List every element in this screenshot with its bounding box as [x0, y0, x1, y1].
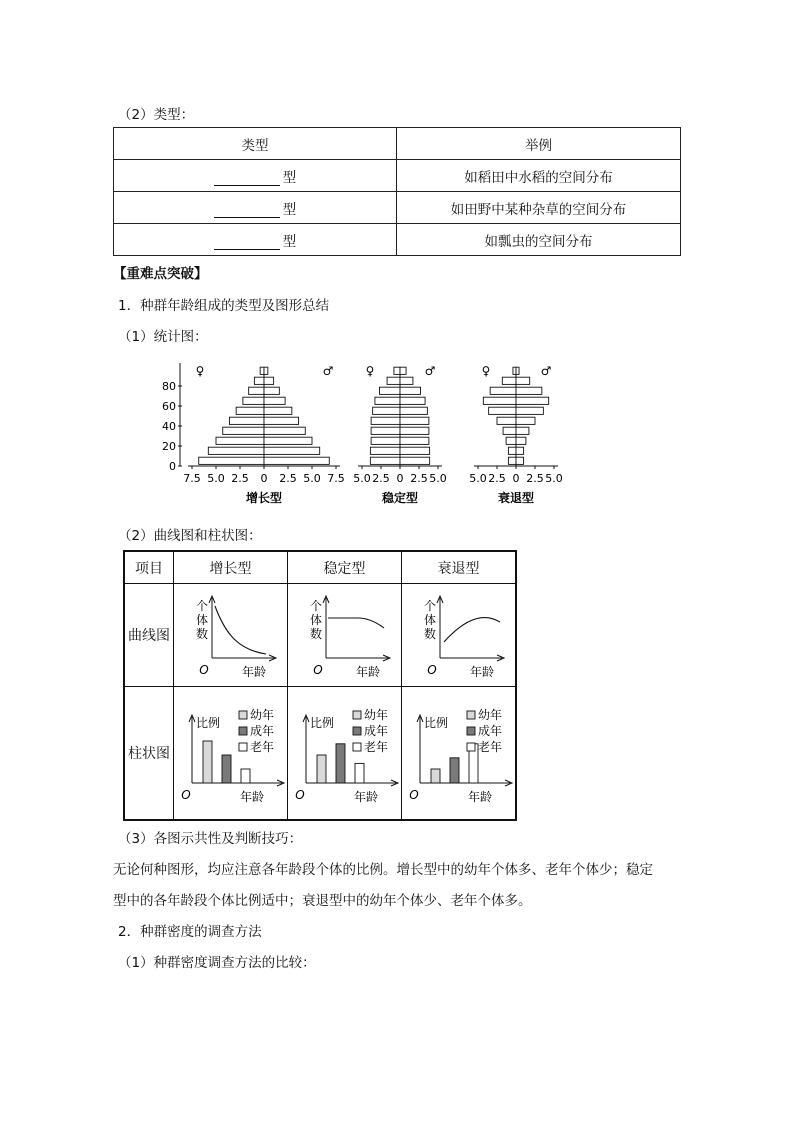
curve-x-label: 年龄 [241, 665, 267, 679]
example-cell: 如稻田中水稻的空间分布 [397, 160, 681, 192]
types-table-header-type: 类型 [114, 128, 397, 160]
key-points-heading: 【重难点突破】 [113, 266, 208, 282]
bar-y-label: 比例 [196, 716, 221, 730]
bar-adult [450, 758, 459, 783]
curve-y-label-char: 体 [309, 613, 323, 627]
pyramid-x-tick: 2.5 [279, 472, 297, 485]
pyramid-bar-male [400, 397, 425, 404]
curve-chart-stable [288, 584, 401, 682]
pyramid-bar-male [400, 427, 429, 434]
pyramid-bar-female [506, 437, 516, 444]
pyramid-bar-male [400, 417, 429, 424]
curve-y-label-char: 个 [309, 599, 323, 613]
table-header-stable: 稳定型 [288, 551, 402, 584]
pyramid-y-tick: 60 [162, 400, 176, 413]
pyramid-bar-female [387, 377, 400, 384]
male-symbol-icon: ♂ [424, 364, 436, 378]
bar-juvenile [203, 741, 212, 783]
pyramid-panel-title: 增长型 [245, 491, 283, 505]
curve-origin-label: O [313, 663, 323, 677]
type-blank-cell [114, 160, 397, 192]
bar-juvenile [317, 755, 326, 783]
point1-title: 1．种群年龄组成的类型及图形总结 [118, 298, 330, 314]
pyramid-bar-male [400, 407, 427, 414]
bar-cell-stable [288, 687, 402, 821]
legend-swatch [353, 727, 361, 735]
type-suffix: 型 [282, 169, 297, 186]
bar-elderly [241, 769, 250, 783]
bar-elderly [355, 763, 364, 783]
pyramid-x-tick: 5.0 [353, 472, 371, 485]
legend-label: 老年 [250, 740, 275, 754]
pyramid-x-tick: 0 [260, 472, 268, 485]
pyramid-bar-female [199, 457, 264, 464]
point1-sub3: （3）各图示共性及判断技巧： [118, 831, 303, 847]
pyramid-bar-female [373, 407, 400, 414]
pyramid-panel [353, 364, 447, 505]
table-row [114, 192, 681, 224]
pyramid-bar-female [370, 447, 400, 454]
pyramid-bar-male [264, 367, 268, 374]
pyramid-bar-female [503, 427, 516, 434]
bar-juvenile [431, 769, 440, 783]
pyramid-bar-female [229, 417, 264, 424]
curve-y-label-char: 数 [423, 627, 437, 641]
type-suffix: 型 [282, 201, 297, 218]
point1-paragraph-line1: 无论何种图形，均应注意各年龄段个体的比例。增长型中的幼年个体多、老年个体少；稳定 [113, 862, 653, 878]
fill-in-blank[interactable] [214, 171, 280, 186]
pyramid-bar-male [400, 457, 430, 464]
curve-chart-growth [174, 584, 287, 682]
pyramid-bar-female [254, 377, 264, 384]
pyramid-panel [469, 364, 563, 505]
curve-cell-decline [402, 584, 517, 687]
pyramid-bar-female [216, 437, 264, 444]
bar-y-label: 比例 [310, 716, 335, 730]
pyramid-y-axis [162, 363, 182, 473]
pyramid-bar-female [490, 387, 516, 394]
legend-swatch [353, 743, 361, 751]
legend-swatch [353, 711, 361, 719]
curve-origin-label: O [427, 663, 437, 677]
pyramid-bar-male [516, 427, 529, 434]
pyramid-x-tick: 0 [396, 472, 404, 485]
bar-adult [222, 755, 231, 783]
pyramid-bar-female [371, 427, 400, 434]
age-pyramid-chart [150, 355, 580, 510]
legend-label: 成年 [250, 724, 275, 738]
pyramid-bar-male [264, 427, 305, 434]
pyramid-bar-male [264, 387, 279, 394]
curve-line [215, 606, 266, 654]
bar-adult [336, 744, 345, 783]
pyramid-bar-female [489, 407, 516, 414]
pyramid-panel-title: 衰退型 [497, 491, 535, 505]
types-table-header-example: 举例 [397, 128, 681, 160]
legend-swatch [239, 743, 247, 751]
pyramid-bar-male [264, 457, 329, 464]
pyramid-bar-male [516, 387, 542, 394]
point1-sub1: （1）统计图： [118, 329, 208, 345]
curve-y-label-char: 个 [195, 599, 209, 613]
bar-x-label: 年龄 [239, 790, 265, 804]
example-cell: 如瓢虫的空间分布 [397, 224, 681, 256]
table-header-growth: 增长型 [174, 551, 288, 584]
pyramid-bar-female [497, 417, 516, 424]
bar-chart-decline [402, 687, 515, 815]
pyramid-bar-male [516, 407, 543, 414]
bar-chart-stable [288, 687, 401, 815]
bar-x-label: 年龄 [467, 790, 493, 804]
curve-y-label-char: 体 [195, 613, 209, 627]
curve-bar-table [123, 550, 517, 821]
legend-label: 成年 [364, 724, 389, 738]
type-blank-cell [114, 224, 397, 256]
pyramid-bar-male [264, 397, 285, 404]
pyramid-x-tick: 2.5 [526, 472, 544, 485]
curve-y-label-char: 个 [423, 599, 437, 613]
point2-sub1: （1）种群密度调查方法的比较： [118, 955, 316, 971]
legend-swatch [467, 743, 475, 751]
pyramid-bar-female [370, 457, 400, 464]
curve-cell-stable [288, 584, 402, 687]
point2-title: 2．种群密度的调查方法 [118, 924, 262, 940]
pyramid-x-tick: 5.0 [469, 472, 487, 485]
pyramid-x-tick: 5.0 [545, 472, 563, 485]
curve-y-label-char: 数 [309, 627, 323, 641]
legend-label: 成年 [478, 724, 503, 738]
pyramid-bar-male [400, 367, 406, 374]
type-blank-cell [114, 192, 397, 224]
section-title-types: （2）类型： [118, 107, 195, 123]
curve-x-label: 年龄 [355, 665, 381, 679]
curve-cell-growth [174, 584, 288, 687]
pyramid-bar-male [400, 447, 430, 454]
pyramid-bar-female [502, 377, 516, 384]
bar-x-label: 年龄 [353, 790, 379, 804]
point1-sub2: （2）曲线图和柱状图： [118, 528, 262, 544]
legend-swatch [239, 727, 247, 735]
pyramid-panel [183, 364, 345, 505]
pyramid-bar-female [508, 457, 516, 464]
pyramid-bar-male [264, 447, 320, 454]
types-table [113, 127, 681, 256]
pyramid-bar-male [516, 367, 519, 374]
pyramid-bar-male [516, 457, 524, 464]
pyramid-x-tick: 5.0 [303, 472, 321, 485]
fill-in-blank[interactable] [214, 235, 280, 250]
legend-swatch [467, 711, 475, 719]
curve-y-label-char: 体 [423, 613, 437, 627]
bar-y-label: 比例 [424, 716, 449, 730]
bar-cell-decline [402, 687, 517, 821]
curve-y-label-char: 数 [195, 627, 209, 641]
pyramid-x-tick: 2.5 [410, 472, 428, 485]
pyramid-bar-male [516, 397, 549, 404]
male-symbol-icon: ♂ [540, 364, 552, 378]
pyramid-bar-male [400, 387, 421, 394]
pyramid-bar-male [400, 437, 429, 444]
pyramid-bar-male [516, 417, 535, 424]
pyramid-bar-male [516, 377, 530, 384]
pyramid-bar-male [264, 377, 274, 384]
pyramid-y-tick: 80 [162, 380, 176, 393]
row-label-curve: 曲线图 [124, 584, 174, 687]
curve-x-label: 年龄 [469, 665, 495, 679]
pyramid-bar-female [508, 447, 516, 454]
pyramid-x-tick: 7.5 [327, 472, 345, 485]
table-header-item: 项目 [124, 551, 174, 584]
pyramid-bar-female [243, 397, 264, 404]
row-label-bar: 柱状图 [124, 687, 174, 821]
legend-swatch [239, 711, 247, 719]
legend-label: 幼年 [250, 708, 275, 722]
bar-chart-growth [174, 687, 287, 815]
curve-origin-label: O [199, 663, 209, 677]
pyramid-bar-female [236, 407, 264, 414]
example-cell: 如田野中某种杂草的空间分布 [397, 192, 681, 224]
pyramid-panel-title: 稳定型 [381, 491, 419, 505]
pyramid-bar-female [513, 367, 516, 374]
pyramid-bar-female [208, 447, 264, 454]
pyramid-bar-male [264, 407, 292, 414]
pyramid-bar-male [516, 447, 524, 454]
legend-label: 老年 [364, 740, 389, 754]
legend-label: 幼年 [364, 708, 389, 722]
pyramid-bar-female [379, 387, 400, 394]
pyramid-bar-female [249, 387, 264, 394]
pyramid-x-tick: 5.0 [429, 472, 447, 485]
pyramid-bar-female [371, 437, 400, 444]
pyramid-x-tick: 2.5 [372, 472, 390, 485]
pyramid-y-tick: 40 [162, 420, 176, 433]
pyramid-bar-male [264, 437, 312, 444]
pyramid-bar-male [516, 437, 526, 444]
legend-swatch [467, 727, 475, 735]
table-header-decline: 衰退型 [402, 551, 517, 584]
pyramid-x-tick: 5.0 [207, 472, 225, 485]
pyramid-bar-female [394, 367, 400, 374]
pyramid-x-tick: 7.5 [183, 472, 201, 485]
bar-origin-label: O [409, 788, 419, 802]
female-symbol-icon: ♀ [365, 364, 375, 378]
pyramid-x-tick: 0 [512, 472, 520, 485]
pyramid-bar-female [371, 417, 400, 424]
pyramid-y-tick: 20 [162, 440, 176, 453]
point1-paragraph-line2: 型中的各年龄段个体比例适中；衰退型中的幼年个体少、老年个体多。 [113, 893, 532, 909]
pyramid-bar-female [375, 397, 400, 404]
legend-label: 幼年 [478, 708, 503, 722]
pyramid-bar-male [264, 417, 299, 424]
fill-in-blank[interactable] [214, 203, 280, 218]
pyramid-bar-female [483, 397, 516, 404]
curve-line [444, 618, 500, 642]
female-symbol-icon: ♀ [195, 364, 205, 378]
female-symbol-icon: ♀ [481, 364, 491, 378]
pyramid-bar-male [400, 377, 413, 384]
pyramid-bar-female [260, 367, 264, 374]
curve-chart-decline [402, 584, 515, 682]
legend-label: 老年 [478, 740, 503, 754]
pyramid-y-tick: 0 [169, 460, 176, 473]
curve-line [328, 618, 384, 628]
pyramid-bar-female [223, 427, 264, 434]
pyramid-x-tick: 2.5 [231, 472, 249, 485]
pyramid-x-tick: 2.5 [488, 472, 506, 485]
table-row [114, 224, 681, 256]
table-row [114, 160, 681, 192]
bar-cell-growth [174, 687, 288, 821]
male-symbol-icon: ♂ [322, 364, 334, 378]
type-suffix: 型 [282, 233, 297, 250]
bar-origin-label: O [295, 788, 305, 802]
bar-origin-label: O [181, 788, 191, 802]
